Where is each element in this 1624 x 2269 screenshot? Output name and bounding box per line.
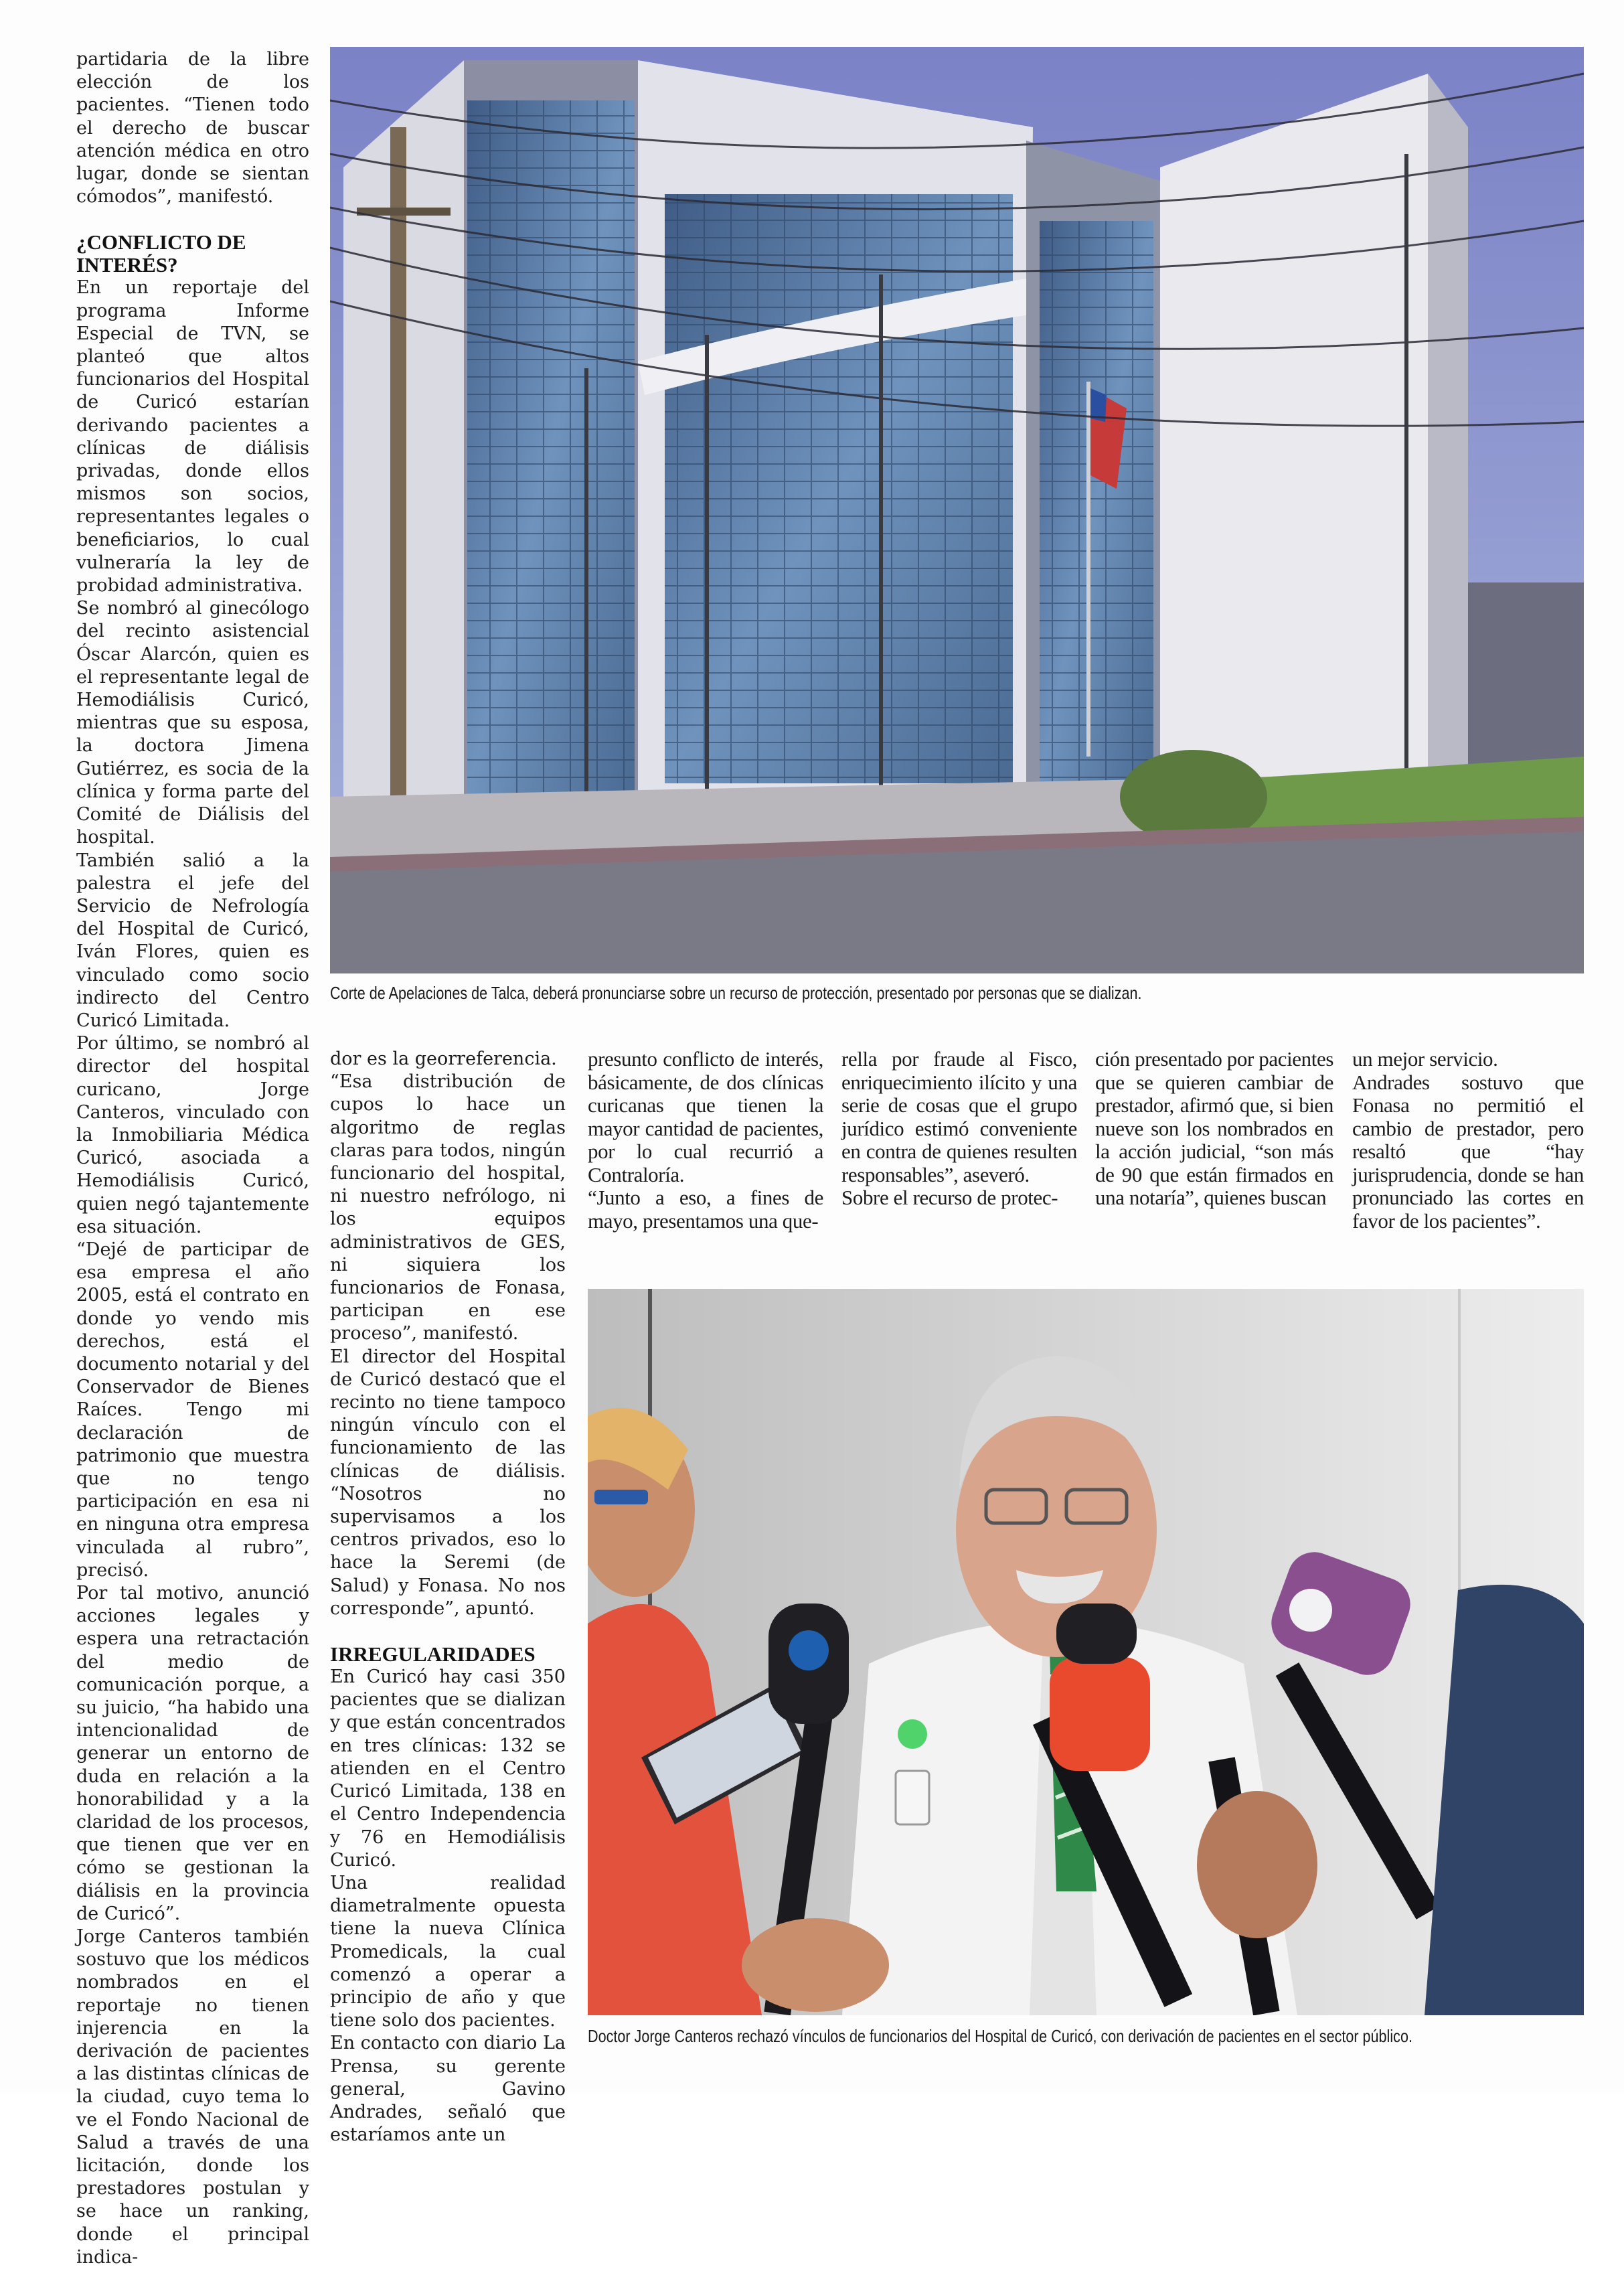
court-building-illustration <box>330 47 1584 973</box>
paragraph: El director del Hospital de Curicó destacó que el recinto no tiene tampoco ningún vínculo con el funcionamiento de las clínicas de diálisis. “Nosotros no supervisamos a los centros privados, eso lo hace la Seremi (de Salud) y Fonasa. No nos corresponde”, apuntó. <box>330 1346 566 1619</box>
court-building-photo <box>330 47 1584 973</box>
paragraph: “Junto a eso, a fines de mayo, presentamos una que- <box>588 1186 823 1233</box>
article-column-5 <box>1095 1048 1333 1210</box>
paragraph: dor es la georreferencia. <box>330 1048 557 1069</box>
paragraph: presunto conflicto de interés, básicamente, de dos clínicas curicanas que tienen la mayor cantidad de pacientes, por lo cual recurrió a Contraloría. <box>588 1047 823 1186</box>
paragraph: Sobre el recurso de protec- <box>841 1186 1058 1209</box>
article-column-3 <box>588 1048 823 1233</box>
photo-caption-bottom: Doctor Jorge Canteros rechazó vínculos de funcionarios del Hospital de Curicó, con derivación de pacientes en el sector público. <box>588 2026 1412 2046</box>
article-column-4 <box>841 1048 1077 1210</box>
section-heading-irregularidades: IRREGULARIDADES <box>330 1642 536 1666</box>
paragraph: rella por fraude al Fisco, enriquecimiento ilícito y una serie de cosas que el grupo jurídico estimó conveniente en contra de quienes resulten responsables”, aseveró. <box>841 1047 1077 1186</box>
paragraph: También salió a la palestra el jefe del Servicio de Nefrología del Hospital de Curicó, Iván Flores, quien es vinculado como socio indirecto del Centro Curicó Limitada. <box>76 850 309 1031</box>
paragraph: “Dejé de participar de esa empresa el año 2005, está el contrato en donde yo vendo mis derechos, está el documento notarial y del Conservador de Bienes Raíces. Tengo mi declaración de patrimonio que muestra que no tengo participación en esa ni en ninguna otra empresa vinculada al rubro”, precisó. <box>76 1239 309 1581</box>
paragraph: Andrades sostuvo que Fonasa no permitió el cambio de prestador, pero resaltó que “hay jurisprudencia, donde se han pronunciado las cortes en favor de los pacientes”. <box>1352 1070 1584 1233</box>
paragraph: Una realidad diametralmente opuesta tiene la nueva Clínica Promedicals, la cual comenzó a operar a principio de año y que tiene solo dos pacientes. <box>330 1872 566 2031</box>
paragraph: En un reportaje del programa Informe Especial de TVN, se planteó que altos funcionarios del Hospital de Curicó estarían derivando pacientes a clínicas de diálisis privadas, donde ellos mismos son socios, representantes legales o beneficiarios, lo cual vulneraría la ley de probidad administrativa. <box>76 277 309 597</box>
photo-caption-top: Corte de Apelaciones de Talca, deberá pronunciarse sobre un recurso de protección, presentado por personas que se dializan. <box>330 983 1142 1003</box>
paragraph: En contacto con diario La Prensa, su gerente general, Gavino Andrades, señaló que estaríamos ante un <box>330 2033 566 2146</box>
article-column-1 <box>76 48 309 2269</box>
doctor-interview-photo <box>588 1289 1584 2015</box>
paragraph: ción presentado por pacientes que se quieren cambiar de prestador, afirmó que, si bien nueve son los nombrados en la acción judicial, “son más de 90 que están firmados en una notaría”, quienes buscan <box>1095 1047 1333 1209</box>
paragraph: Jorge Canteros también sostuvo que los médicos nombrados en el reportaje no tienen injerencia en la derivación de pacientes a las distintas clínicas de la ciudad, cuyo tema lo ve el Fondo Nacional de Salud a través de una licitación, donde los prestadores postulan y se hace un ranking, donde el principal indica- <box>76 1926 309 2268</box>
paragraph: Por tal motivo, anunció acciones legales y espera una retractación del medio de comunicación porque, a su juicio, “ha habido una intencionalidad de generar un entorno de duda en relación a la honorabilidad y a la claridad de los procesos, que tienen que ver en cómo se gestionan la diálisis en la provincia de Curicó”. <box>76 1583 309 1924</box>
article-column-2 <box>330 1048 566 2146</box>
paragraph: Se nombró al ginecólogo del recinto asistencial Óscar Alarcón, quien es el representante legal de Hemodiálisis Curicó, mientras que su esposa, la doctora Jimena Gutiérrez, es socia de la clínica y forma parte del Comité de Diálisis del hospital. <box>76 598 309 848</box>
paragraph: un mejor servicio. <box>1352 1047 1498 1071</box>
paragraph: Por último, se nombró al director del hospital curicano, Jorge Canteros, vinculado con la Inmobiliaria Médica Curicó, asociada a Hemodiálisis Curicó, quien negó tajantemente esa situación. <box>76 1033 309 1237</box>
paragraph: “Esa distribución de cupos lo hace un algoritmo de reglas claras para todos, ningún funcionario del hospital, ni nuestro nefrólogo, ni los equipos administrativos de GES, ni siquiera los funcionarios de Fonasa, participan en ese proceso”, manifestó. <box>330 1071 566 1344</box>
doctor-interview-illustration <box>588 1289 1584 2015</box>
paragraph: En Curicó hay casi 350 pacientes que se dializan y que están concentrados en tres clínicas: 132 se atienden en el Centro Curicó Limitada, 138 en el Centro Independencia y 76 en Hemodiálisis Curicó. <box>330 1666 566 1871</box>
section-heading-conflicto: ¿CONFLICTO DE INTERÉS? <box>76 230 246 277</box>
paragraph: partidaria de la libre elección de los pacientes. “Tienen todo el derecho de buscar atención médica en otro lugar, donde se sientan cómodos”, manifestó. <box>76 49 309 208</box>
article-column-6 <box>1352 1048 1584 1233</box>
